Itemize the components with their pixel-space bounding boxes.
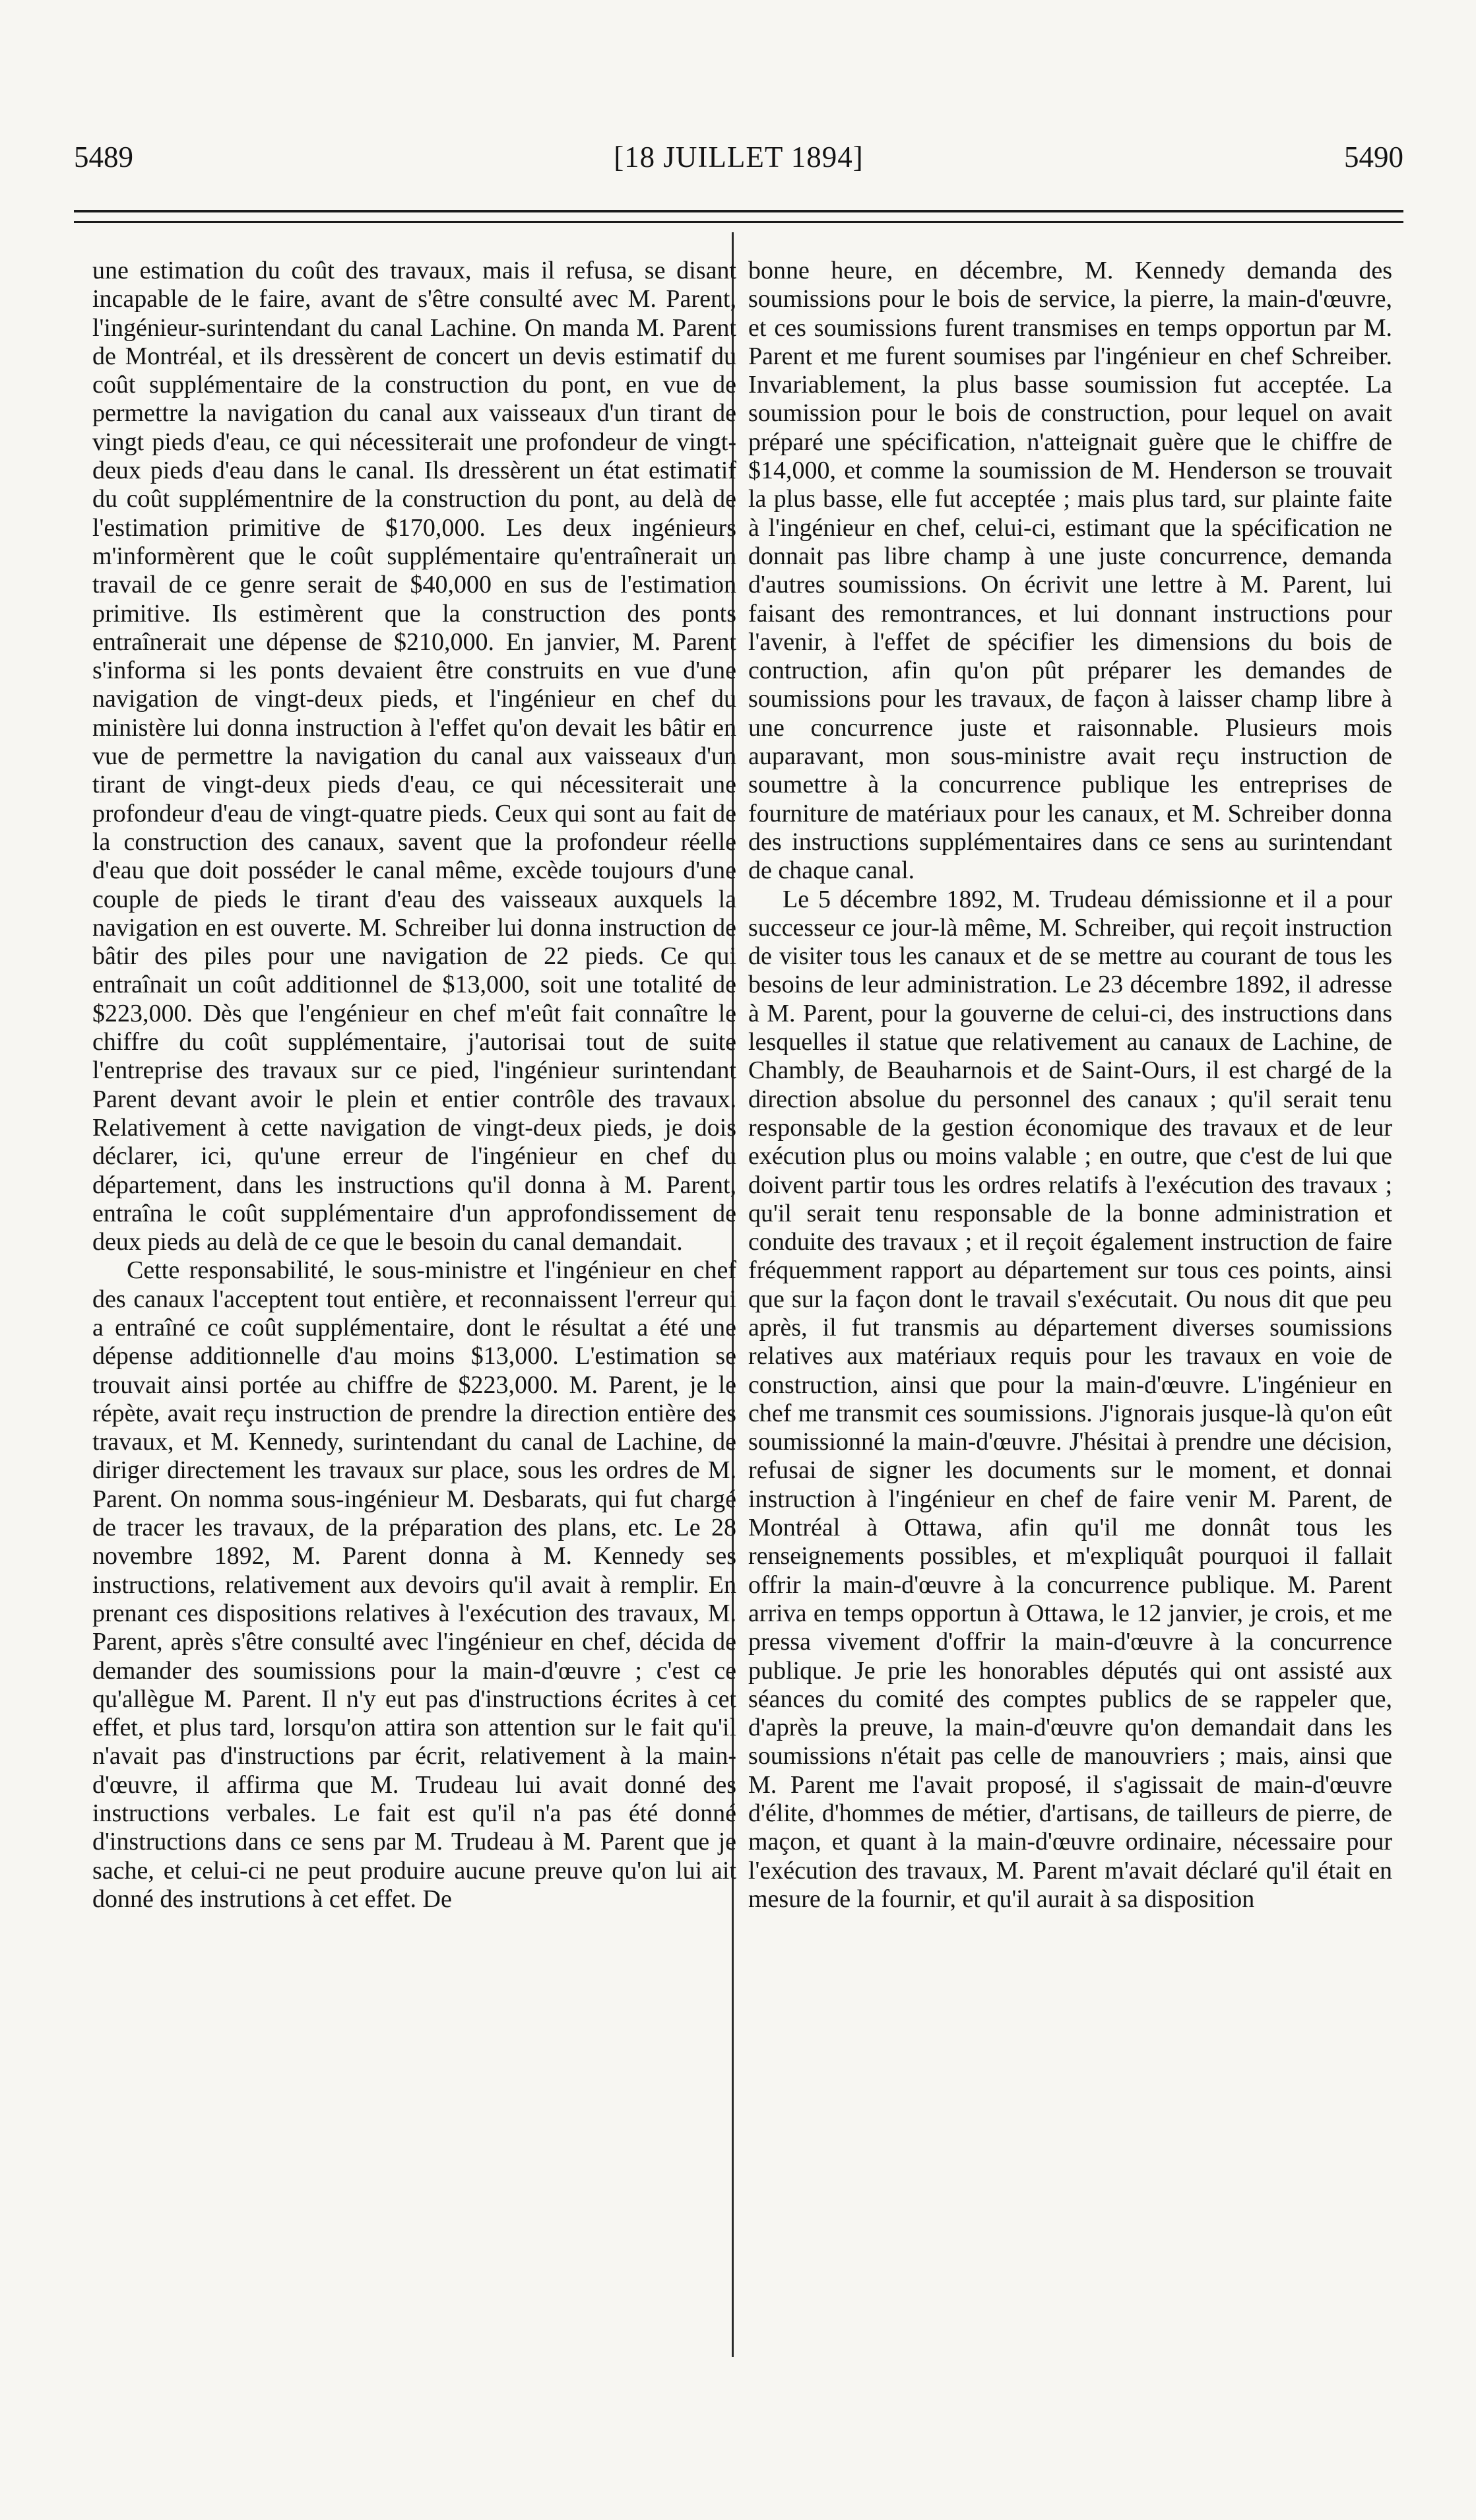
page-number-right: 5490 <box>1344 141 1403 174</box>
paragraph: Cette responsabilité, le sous-ministre et l'ingénieur en chef des canaux l'acceptent tout entière, et reconnaissent l'erreur qui a entraîné ce coût supplémentaire, dont le résultat a été une dépense additionnelle d'au moins $13,000. L'estimation se trouvait ainsi portée au chiffre de $223,000. M. Parent, je le répète, avait reçu instruction de prendre la direction entière des travaux, et M. Kennedy, surintendant du canal de Lachine, de diriger directement les travaux sur place, sous les ordres de M. Parent. On nomma sous-ingénieur M. Desbarats, qui fut chargé de tracer les travaux, de la préparation des plans, etc. Le 28 novembre 1892, M. Parent donna à M. Kennedy ses instructions, relativement aux devoirs qu'il avait à remplir. En prenant ces dispositions relatives à l'exécution des travaux, M. Parent, après s'être consulté avec l'ingénieur en chef, décida de demander des soumissions pour la main-d'œuvre ; c'est ce qu'allègue M. Parent. Il n'y eut pas d'instructions écrites à cet effet, et plus tard, lorsqu'on attira son attention sur le fait qu'il n'avait pas d'instructions par écrit, relativement à la main-d'œuvre, il affirma que M. Trudeau lui avait donné des instructions verbales. Le fait est qu'il n'a pas été donné d'instructions dans ce sens par M. Trudeau à M. Parent que je sache, et celui-ci ne peut produire aucune preuve qu'on lui ait donné des instrutions à cet effet. De <box>92 1256 736 1913</box>
paragraph: Le 5 décembre 1892, M. Trudeau démissionne et il a pour successeur ce jour-là même, M. Schreiber, qui reçoit instruction de visiter tous les canaux et de se mettre au courant de tous les besoins de leur administration. Le 23 décembre 1892, il adresse à M. Parent, pour la gouverne de celui-ci, des instructions dans lesquelles il statue que relativement au canaux de Lachine, de Chambly, de Beauharnois et de Saint-Ours, il est chargé de la direction absolue du personnel des canaux ; qu'il serait tenu responsable de la gestion économique des travaux et de leur exécution plus ou moins valable ; en outre, que c'est de lui que doivent partir tous les ordres relatifs à l'exécution des travaux ; qu'il serait tenu responsable de la bonne administration et conduite des travaux ; et il reçoit également instruction de faire fréquemment rapport au département sur tous ces points, ainsi que sur la façon dont le travail s'exécutait. Ou nous dit que peu après, il fut transmis au département diverses soumissions relatives aux matériaux requis pour les travaux en voie de construction, ainsi que pour la main-d'œuvre. L'ingénieur en chef me transmit ces soumissions. J'ignorais jusque-là qu'on eût soumissionné la main-d'œuvre. J'hésitai à prendre une décision, refusai de signer les documents sur le moment, et donnai instruction à l'ingénieur en chef de faire venir M. Parent, de Montréal à Ottawa, afin qu'il me donnât tous les renseignements possibles, et m'expliquât pourquoi il fallait offrir la main-d'œuvre à la concurrence publique. M. Parent arriva en temps opportun à Ottawa, le 12 janvier, je crois, et me pressa vivement d'offrir la main-d'œuvre à la concurrence publique. Je prie les honorables députés qui ont assisté aux séances du comité des comptes publics de se rappeler que, d'après la preuve, la main-d'œuvre qu'on demandait dans les soumissions n'était pas celle de manouvriers ; mais, ainsi que M. Parent me l'avait proposé, il s'agissait de main-d'œuvre d'élite, d'hommes de métier, d'artisans, de tailleurs de pierre, de maçon, et quant à la main-d'œuvre ordinaire, nécessaire pour l'exécution des travaux, M. Parent m'avait déclaré qu'il était en mesure de la fournir, et qu'il aurait à sa disposition <box>748 885 1392 1913</box>
paragraph: bonne heure, en décembre, M. Kennedy demanda des soumissions pour le bois de service, la pierre, la main-d'œuvre, et ces soumissions furent transmises en temps opportun par M. Parent et me furent soumises par l'ingénieur en chef Schreiber. Invariablement, la plus basse soumission fut acceptée. La soumission pour le bois de construction, pour lequel on avait préparé une spécification, n'atteignait guère que le chiffre de $14,000, et comme la soumission de M. Henderson se trouvait la plus basse, elle fut acceptée ; mais plus tard, sur plainte faite à l'ingénieur en chef, celui-ci, estimant que la spécification ne donnait pas libre champ à une juste concurrence, demanda d'autres soumissions. On écrivit une lettre à M. Parent, lui faisant des remontrances, et lui donnant instructions pour l'avenir, à l'effet de spécifier les dimensions du bois de contruction, afin qu'on pût préparer les demandes de soumissions pour les travaux, de façon à laisser champ libre à une concurrence juste et raisonnable. Plusieurs mois auparavant, mon sous-ministre avait reçu instruction de soumettre à la concurrence publique les entreprises de fourniture de matériaux pour les canaux, et M. Schreiber donna des instructions supplémentaires dans ce sens au surintendant de chaque canal. <box>748 257 1392 885</box>
left-column <box>92 257 736 2368</box>
page-number-left: 5489 <box>74 141 133 174</box>
page-header <box>74 137 1403 177</box>
header-rule-bottom <box>74 221 1403 223</box>
header-date: [18 JUILLET 1894] <box>614 141 864 174</box>
paragraph: une estimation du coût des travaux, mais il refusa, se disant incapable de le faire, avant de s'être consulté avec M. Parent, l'ingénieur-surintendant du canal Lachine. On manda M. Parent de Montréal, et ils dressèrent de concert un devis estimatif du coût supplémentaire de la construction du pont, en vue de permettre la navigation du canal aux vaisseaux d'un tirant de vingt pieds d'eau, ce qui nécessiterait une profondeur de vingt-deux pieds d'eau dans le canal. Ils dressèrent un état estimatif du coût supplémentnire de la construction du pont, au delà de l'estimation primitive de $170,000. Les deux ingénieurs m'informèrent que le coût supplémentaire qu'entraînerait un travail de ce genre serait de $40,000 en sus de l'estimation primitive. Ils estimèrent que la construction des ponts entraînerait une dépense de $210,000. En janvier, M. Parent s'informa si les ponts devaient être construits en vue d'une navigation de vingt-deux pieds, et l'ingénieur en chef du ministère lui donna instruction à l'effet qu'on devait les bâtir en vue de permettre la navigation du canal aux vaisseaux d'un tirant de vingt-deux pieds d'eau, ce qui nécessiterait une profondeur d'eau de vingt-quatre pieds. Ceux qui sont au fait de la construction des canaux, savent que la profondeur réelle d'eau que doit posséder le canal même, excède toujours d'une couple de pieds le tirant d'eau des vaisseaux auxquels la navigation en est ouverte. M. Schreiber lui donna instruction de bâtir des piles pour une navigation de 22 pieds. Ce qui entraînait un coût additionnel de $13,000, soit une totalité de $223,000. Dès que l'engénieur en chef m'eût fait connaître le chiffre du coût supplémentaire, j'autorisai tout de suite l'entreprise des travaux sur ce pied, l'ingénieur surintendant Parent devant avoir le plein et entier contrôle des travaux. Relativement à cette navigation de vingt-deux pieds, je dois déclarer, ici, qu'une erreur de l'ingénieur en chef du département, dans les instructions qu'il donna à M. Parent, entraîna le coût supplémentaire d'un approfondissement de deux pieds au delà de ce que le besoin du canal demandait. <box>92 257 736 1256</box>
right-column <box>748 257 1392 2368</box>
header-rule-top <box>74 210 1403 212</box>
